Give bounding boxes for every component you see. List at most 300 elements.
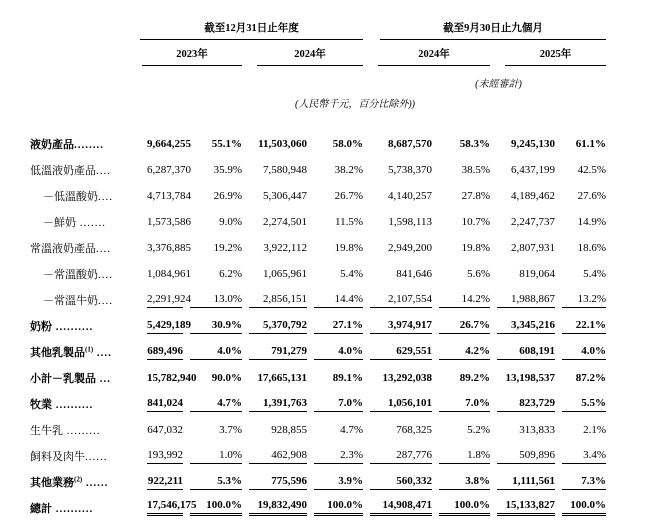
cell-text: 287,776 [370, 449, 432, 464]
row-label [30, 438, 140, 464]
cell-value [140, 282, 191, 308]
cell-text: 10.7% [461, 216, 490, 228]
row-label-text: 其他乳製品 [30, 347, 85, 359]
cell-text: 17,665,131 [257, 372, 307, 384]
cell-value [555, 126, 606, 152]
cell-text: 775,596 [249, 475, 307, 490]
cell-text: 791,279 [249, 345, 307, 360]
cell-text: 13,198,537 [505, 372, 555, 384]
year-2023 [140, 40, 242, 66]
currency-unit-note: (人民幣千元，百分比除外)) [295, 99, 415, 110]
cell-text: 2,274,501 [263, 216, 307, 228]
cell-value [432, 334, 490, 360]
cell-value [363, 126, 432, 152]
cell-value [140, 334, 183, 360]
cell-value [432, 308, 490, 334]
cell-value [490, 412, 555, 438]
cell-text: 61.1% [575, 138, 606, 150]
row-label-text: 液奶產品 [30, 139, 74, 151]
cell-value [363, 490, 432, 516]
year-2024 [242, 40, 363, 66]
cell-text: 15,782,940 [147, 372, 197, 384]
cell-value [242, 282, 307, 308]
row-label [30, 386, 140, 412]
header-audit-note-row [30, 66, 606, 90]
row-label-text: 飼料及肉牛 [30, 451, 85, 463]
table-header [30, 10, 606, 126]
year-2025-ninemonths [490, 40, 606, 66]
cell-value [307, 256, 363, 282]
row-label-text: －常溫牛奶 [43, 295, 98, 307]
cell-text: 1,065,961 [263, 268, 307, 280]
cell-value [363, 334, 432, 360]
cell-text: 27.8% [461, 190, 490, 202]
dot-leader: ...... [85, 451, 108, 463]
cell-text: 14,908,471 [370, 499, 432, 516]
cell-text: 9.0% [219, 216, 242, 228]
cell-value [555, 334, 606, 360]
cell-text: 2.1% [583, 424, 606, 436]
cell-text: 3,974,917 [370, 319, 432, 334]
table-row [30, 308, 606, 334]
cell-text: 38.5% [461, 164, 490, 176]
cell-value [490, 204, 555, 230]
cell-value [432, 126, 490, 152]
cell-value [490, 126, 555, 152]
year-2025-ninemonths-label: 2025年 [505, 46, 606, 66]
year-2024-label: 2024年 [257, 46, 363, 66]
row-label-text: 其他業務 [30, 477, 74, 489]
cell-value [432, 464, 490, 490]
cell-text: 922,211 [147, 475, 183, 490]
cell-text: 100.0% [562, 499, 606, 516]
cell-text: 14.4% [314, 293, 363, 308]
cell-text: 4,713,784 [147, 190, 191, 202]
cell-text: 19,832,490 [249, 499, 307, 516]
cell-text: 4.7% [190, 397, 242, 412]
cell-text: 89.2% [459, 372, 490, 384]
cell-text: 3,922,112 [263, 242, 307, 254]
cell-value [183, 152, 242, 178]
table-row [30, 126, 606, 152]
cell-value [555, 256, 606, 282]
dot-leader: .......... [52, 321, 94, 333]
cell-text: 4,140,257 [388, 190, 432, 202]
financial-table [30, 10, 606, 516]
cell-value [307, 282, 363, 308]
cell-text: 19.8% [461, 242, 490, 254]
cell-text: 5.4% [583, 268, 606, 280]
table-row [30, 256, 606, 282]
cell-value [140, 126, 191, 152]
cell-text: 22.1% [562, 319, 606, 334]
cell-text: 509,896 [497, 449, 555, 464]
cell-value [555, 308, 606, 334]
dot-leader: .......... [52, 503, 94, 515]
period-group-ninemonths [363, 10, 606, 40]
header-period-row [30, 10, 606, 40]
row-label-text: 生牛乳 [30, 425, 63, 437]
cell-text: 1,598,113 [388, 216, 432, 228]
cell-text: 4.7% [340, 424, 363, 436]
table-row [30, 464, 606, 490]
cell-text: 30.9% [190, 319, 242, 334]
cell-text: 14.9% [577, 216, 606, 228]
cell-value [242, 334, 307, 360]
cell-value [363, 360, 432, 386]
year-2023-label: 2023年 [142, 46, 242, 66]
cell-text: 3.7% [219, 424, 242, 436]
cell-value [490, 360, 555, 386]
cell-text: 2,107,554 [370, 293, 432, 308]
cell-value [363, 438, 432, 464]
cell-value [432, 230, 490, 256]
cell-value [183, 386, 242, 412]
row-label-text: 牧業 [30, 399, 52, 411]
cell-text: 13.2% [562, 293, 606, 308]
cell-value [140, 178, 191, 204]
row-label [30, 490, 140, 516]
cell-value [140, 412, 183, 438]
cell-value [432, 204, 490, 230]
cell-text: 14.2% [439, 293, 490, 308]
cell-text: 27.6% [577, 190, 606, 202]
cell-text: 1,056,101 [370, 397, 432, 412]
cell-value [363, 230, 432, 256]
cell-text: 13.0% [190, 293, 242, 308]
table-row [30, 334, 606, 360]
cell-value [183, 204, 242, 230]
cell-text: 193,992 [147, 449, 183, 464]
table-row [30, 386, 606, 412]
label-column-spacer [30, 40, 140, 66]
dot-leader: .... [93, 347, 112, 359]
cell-text: 58.0% [332, 138, 363, 150]
cell-text: 629,551 [370, 345, 432, 360]
cell-value [363, 282, 432, 308]
row-label-text: 總計 [30, 503, 52, 515]
cell-text: 17,546,175 [147, 499, 183, 516]
cell-value [183, 308, 242, 334]
dot-leader: .......... [52, 399, 94, 411]
cell-value [555, 386, 606, 412]
cell-value [242, 412, 307, 438]
cell-value [432, 386, 490, 412]
cell-text: 3.4% [562, 449, 606, 464]
cell-value [555, 438, 606, 464]
label-column-spacer [30, 10, 140, 40]
header-year-row [30, 40, 606, 66]
cell-value [307, 490, 363, 516]
cell-value [307, 412, 363, 438]
cell-value [242, 256, 307, 282]
cell-text: 3,345,216 [497, 319, 555, 334]
cell-text: 19.2% [213, 242, 242, 254]
cell-value [183, 126, 242, 152]
cell-value [555, 152, 606, 178]
audit-note-spacer [30, 66, 363, 90]
cell-value [490, 308, 555, 334]
cell-text: 841,646 [396, 268, 432, 280]
cell-text: 928,855 [271, 424, 307, 436]
cell-text: 3.9% [314, 475, 363, 490]
cell-text: 55.1% [211, 138, 242, 150]
row-label-text: －低溫酸奶 [43, 191, 98, 203]
cell-text: 5.5% [562, 397, 606, 412]
row-label-text: 小計－乳製品 [30, 373, 96, 385]
cell-text: 5.4% [340, 268, 363, 280]
cell-text: 4.0% [562, 345, 606, 360]
cell-value [555, 230, 606, 256]
cell-text: 58.3% [459, 138, 490, 150]
row-label [30, 360, 140, 386]
cell-value [307, 464, 363, 490]
cell-text: 2,949,200 [388, 242, 432, 254]
cell-text: 19.8% [334, 242, 363, 254]
cell-value [432, 256, 490, 282]
dot-leader: ... [96, 373, 111, 385]
cell-text: 2,807,931 [511, 242, 555, 254]
cell-value [140, 204, 191, 230]
row-label [30, 178, 140, 204]
cell-text: 18.6% [577, 242, 606, 254]
cell-text: 100.0% [190, 499, 242, 516]
cell-value [242, 204, 307, 230]
cell-text: 4.0% [314, 345, 363, 360]
cell-text: 90.0% [211, 372, 242, 384]
cell-text: 5,370,792 [249, 319, 307, 334]
cell-text: 1.8% [439, 449, 490, 464]
label-column-spacer [30, 90, 140, 126]
row-label [30, 256, 140, 282]
cell-text: 2,856,151 [249, 293, 307, 308]
table-body [30, 126, 606, 516]
dot-leader: ....... [76, 217, 106, 229]
cell-value [307, 308, 363, 334]
cell-text: 4.2% [439, 345, 490, 360]
cell-value [242, 438, 307, 464]
cell-value [183, 282, 242, 308]
cell-text: 5,306,447 [263, 190, 307, 202]
period-group-annual-title: 截至12月31日止年度 [140, 20, 363, 40]
cell-value [363, 256, 432, 282]
cell-value [490, 230, 555, 256]
cell-value [555, 360, 606, 386]
cell-value [140, 230, 191, 256]
row-label [30, 204, 140, 230]
dot-leader: ...... [82, 477, 109, 489]
cell-text: 7.0% [439, 397, 490, 412]
cell-text: 823,729 [497, 397, 555, 412]
cell-value [555, 282, 606, 308]
cell-text: 7.3% [562, 475, 606, 490]
cell-text: 689,496 [147, 345, 183, 360]
row-label [30, 152, 140, 178]
cell-value [307, 334, 363, 360]
cell-text: 2,247,737 [511, 216, 555, 228]
cell-value [490, 178, 555, 204]
cell-text: 100.0% [439, 499, 490, 516]
cell-text: 2,291,924 [147, 293, 183, 308]
cell-text: 647,032 [147, 424, 183, 436]
cell-text: 35.9% [213, 164, 242, 176]
cell-value [307, 230, 363, 256]
cell-text: 313,833 [519, 424, 555, 436]
cell-text: 87.2% [575, 372, 606, 384]
cell-value [307, 126, 363, 152]
cell-text: 768,325 [396, 424, 432, 436]
cell-value [555, 490, 606, 516]
cell-value [140, 438, 183, 464]
row-label [30, 282, 140, 308]
cell-text: 7.0% [314, 397, 363, 412]
cell-text: 11.5% [334, 216, 363, 228]
table-row [30, 412, 606, 438]
cell-value [363, 308, 432, 334]
cell-text: 5,738,370 [388, 164, 432, 176]
dot-leader: .... [96, 165, 111, 177]
cell-text: 9,664,255 [147, 138, 191, 150]
cell-text: 4,189,462 [511, 190, 555, 202]
cell-value [242, 152, 307, 178]
cell-value [307, 152, 363, 178]
cell-text: 5.2% [467, 424, 490, 436]
cell-value [242, 230, 307, 256]
cell-value [183, 438, 242, 464]
cell-value [140, 490, 197, 516]
cell-value [490, 490, 555, 516]
cell-value [242, 178, 307, 204]
table-row [30, 230, 606, 256]
cell-text: 1.0% [190, 449, 242, 464]
footnote-marker: (1) [85, 345, 94, 354]
table-row [30, 204, 606, 230]
cell-value [307, 386, 363, 412]
cell-text: 26.7% [439, 319, 490, 334]
cell-value [183, 464, 242, 490]
cell-text: 3,376,885 [147, 242, 191, 254]
cell-value [490, 438, 555, 464]
cell-text: 27.1% [314, 319, 363, 334]
cell-text: 819,064 [519, 268, 555, 280]
cell-value [183, 178, 242, 204]
header-unit-note-row [30, 90, 606, 126]
cell-value [242, 464, 307, 490]
cell-value [555, 464, 606, 490]
cell-text: 5.3% [190, 475, 242, 490]
table-row [30, 360, 606, 386]
cell-value [242, 386, 307, 412]
cell-value [242, 360, 307, 386]
cell-value [555, 204, 606, 230]
row-label-text: 奶粉 [30, 321, 52, 333]
cell-text: 7,580,948 [263, 164, 307, 176]
cell-value [140, 386, 183, 412]
cell-text: 8,687,570 [388, 138, 432, 150]
cell-text: 13,292,038 [382, 372, 432, 384]
table-row [30, 282, 606, 308]
period-group-ninemonths-title: 截至9月30日止九個月 [380, 20, 606, 40]
cell-value [363, 178, 432, 204]
cell-text: 42.5% [577, 164, 606, 176]
row-label-text: －鮮奶 [43, 217, 76, 229]
unaudited-note: (未經審計) [475, 79, 522, 90]
cell-value [432, 438, 490, 464]
year-2024-ninemonths-label: 2024年 [378, 46, 490, 66]
cell-value [307, 438, 363, 464]
cell-text: 1,391,763 [249, 397, 307, 412]
cell-text: 841,024 [147, 397, 183, 412]
cell-value [432, 360, 490, 386]
row-label-text: 常溫液奶產品 [30, 243, 96, 255]
cell-value [183, 412, 242, 438]
period-group-annual [140, 10, 363, 40]
year-2024-ninemonths [363, 40, 490, 66]
table-row [30, 152, 606, 178]
cell-text: 462,908 [249, 449, 307, 464]
cell-value [363, 204, 432, 230]
cell-value [432, 178, 490, 204]
cell-value [490, 282, 555, 308]
row-label [30, 126, 140, 152]
cell-value [363, 152, 432, 178]
cell-value [490, 386, 555, 412]
dot-leader: ......... [63, 425, 101, 437]
cell-value [183, 230, 242, 256]
cell-value [432, 490, 490, 516]
cell-text: 1,084,961 [147, 268, 191, 280]
table-row [30, 178, 606, 204]
cell-value [242, 490, 307, 516]
cell-value [307, 204, 363, 230]
cell-text: 1,988,867 [497, 293, 555, 308]
cell-text: 6.2% [219, 268, 242, 280]
cell-value [183, 334, 242, 360]
cell-value [555, 412, 606, 438]
cell-value [363, 412, 432, 438]
cell-text: 5,429,189 [147, 319, 183, 334]
cell-value [490, 256, 555, 282]
cell-value [490, 464, 555, 490]
cell-value [555, 178, 606, 204]
cell-value [140, 152, 191, 178]
dot-leader: ........ [74, 139, 104, 151]
dot-leader: .... [98, 191, 113, 203]
cell-value [242, 126, 307, 152]
cell-value [432, 282, 490, 308]
cell-value [307, 360, 363, 386]
cell-value [363, 386, 432, 412]
cell-text: 1,111,561 [497, 475, 555, 490]
cell-text: 4.0% [190, 345, 242, 360]
cell-text: 2.3% [314, 449, 363, 464]
cell-value [140, 256, 191, 282]
cell-value [140, 464, 183, 490]
row-label [30, 308, 140, 334]
cell-text: 5.6% [467, 268, 490, 280]
cell-text: 560,332 [370, 475, 432, 490]
footnote-marker: (2) [74, 475, 83, 484]
cell-text: 89.1% [332, 372, 363, 384]
row-label [30, 412, 140, 438]
row-label [30, 230, 140, 256]
cell-text: 3.8% [439, 475, 490, 490]
cell-text: 100.0% [314, 499, 363, 516]
dot-leader: .... [98, 269, 113, 281]
cell-text: 15,133,827 [497, 499, 555, 516]
cell-text: 38.2% [334, 164, 363, 176]
cell-text: 26.7% [334, 190, 363, 202]
